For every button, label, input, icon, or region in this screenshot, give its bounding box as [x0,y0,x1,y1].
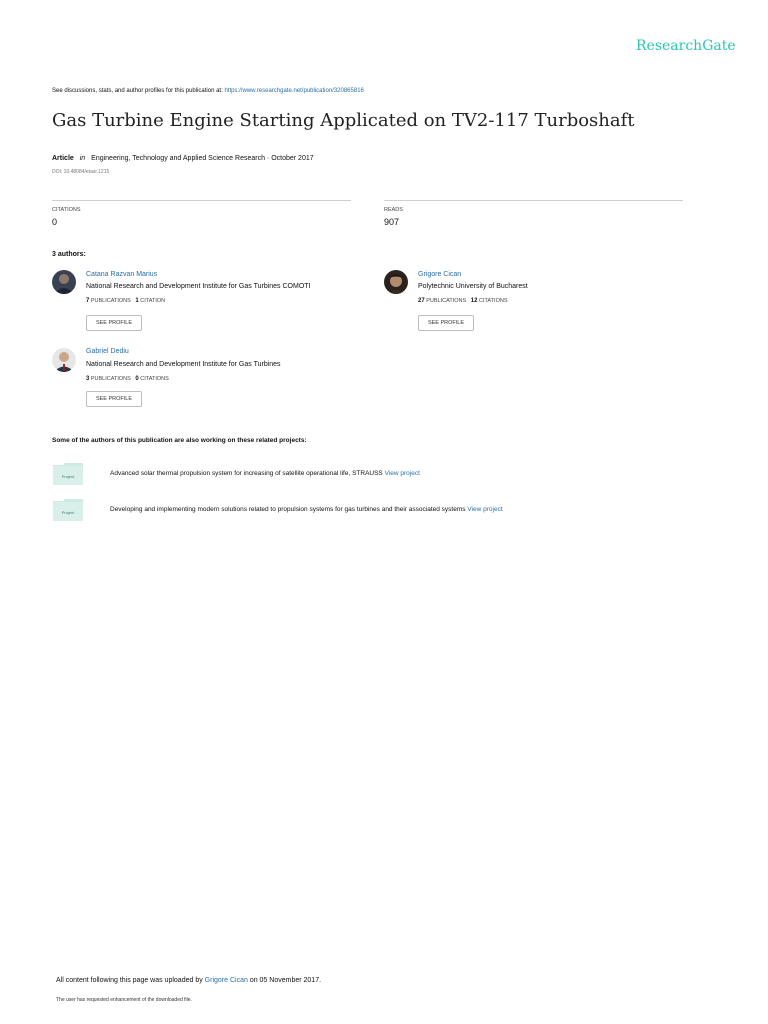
avatar[interactable] [52,270,76,294]
citations-divider [52,200,351,201]
author-stats [86,376,169,382]
author-institution: National Research and Development Institute for Gas Turbines COMOTI [86,283,311,290]
folder-label: Project [61,474,75,479]
related-projects-heading: Some of the authors of this publication are also working on these related projects: [52,437,307,444]
upload-note [56,977,321,984]
see-profile-button[interactable]: SEE PROFILE [86,315,142,331]
doi: DOI: 10.48084/etasr.1215 [52,169,110,175]
reads-divider [384,200,683,201]
citations-label: CITATIONS [478,298,508,304]
author-stats [86,298,165,304]
publications-label: PUBLICATIONS [426,298,467,304]
citations-count: 12 [470,298,478,304]
researchgate-logo[interactable]: ResearchGate [636,38,736,54]
view-project-link[interactable]: View project [467,506,503,513]
avatar[interactable] [384,270,408,294]
folder-label: Project [61,510,75,515]
see-profile-button[interactable]: SEE PROFILE [86,391,142,407]
publications-label: PUBLICATIONS [90,298,131,304]
article-type: Article [52,155,74,162]
author-name[interactable]: Grigore Cican [418,271,462,278]
uploader-link[interactable]: Grigore Cican [204,977,248,984]
authors-heading: 3 authors: [52,251,86,258]
author-stats [418,298,508,304]
reads-value: 907 [384,217,400,227]
project-text: Advanced solar thermal propulsion system for increasing of satellite operational life, STRAUSS [110,470,383,477]
paper-title: Gas Turbine Engine Starting Applicated on TV2-117 Turboshaft [52,110,635,131]
citations-count: 0 [135,376,139,382]
author-institution: Polytechnic University of Bucharest [418,283,528,290]
publications-count: 7 [86,298,90,304]
view-project-link[interactable]: View project [384,470,420,477]
author-institution: National Research and Development Institute for Gas Turbines [86,361,281,368]
author-name[interactable]: Gabriel Dediu [86,348,129,355]
citations-count: 1 [135,298,139,304]
project-folder-icon [53,463,83,485]
citations-label: CITATIONS [140,376,169,382]
author-name[interactable]: Catana Razvan Marius [86,271,158,278]
enhancement-note: The user has requested enhancement of the downloaded file. [56,997,192,1003]
citations-label: CITATION [140,298,166,304]
in-word: in [79,155,86,162]
related-project [110,506,503,513]
paper-meta [52,155,314,162]
discussion-line [52,88,364,94]
publications-count: 3 [86,376,90,382]
citations-label: CITATIONS [52,207,81,213]
project-text: Developing and implementing modern solutions related to propulsion systems for gas turbines and their associated systems [110,506,466,513]
related-project [110,470,420,477]
reads-label: READS [384,207,403,213]
project-folder-icon [53,499,83,521]
avatar[interactable] [52,348,76,372]
publication-url-link[interactable]: https://www.researchgate.net/publication/320865816 [224,88,364,94]
journal-date: Engineering, Technology and Applied Science Research · October 2017 [91,155,314,162]
upload-prefix: All content following this page was uploaded by [56,977,203,984]
upload-suffix: on 05 November 2017. [249,977,322,984]
citations-value: 0 [52,217,58,227]
see-profile-button[interactable]: SEE PROFILE [418,315,474,331]
publications-label: PUBLICATIONS [90,376,131,382]
discussion-text: See discussions, stats, and author profiles for this publication at: [52,88,223,94]
publications-count: 27 [418,298,425,304]
